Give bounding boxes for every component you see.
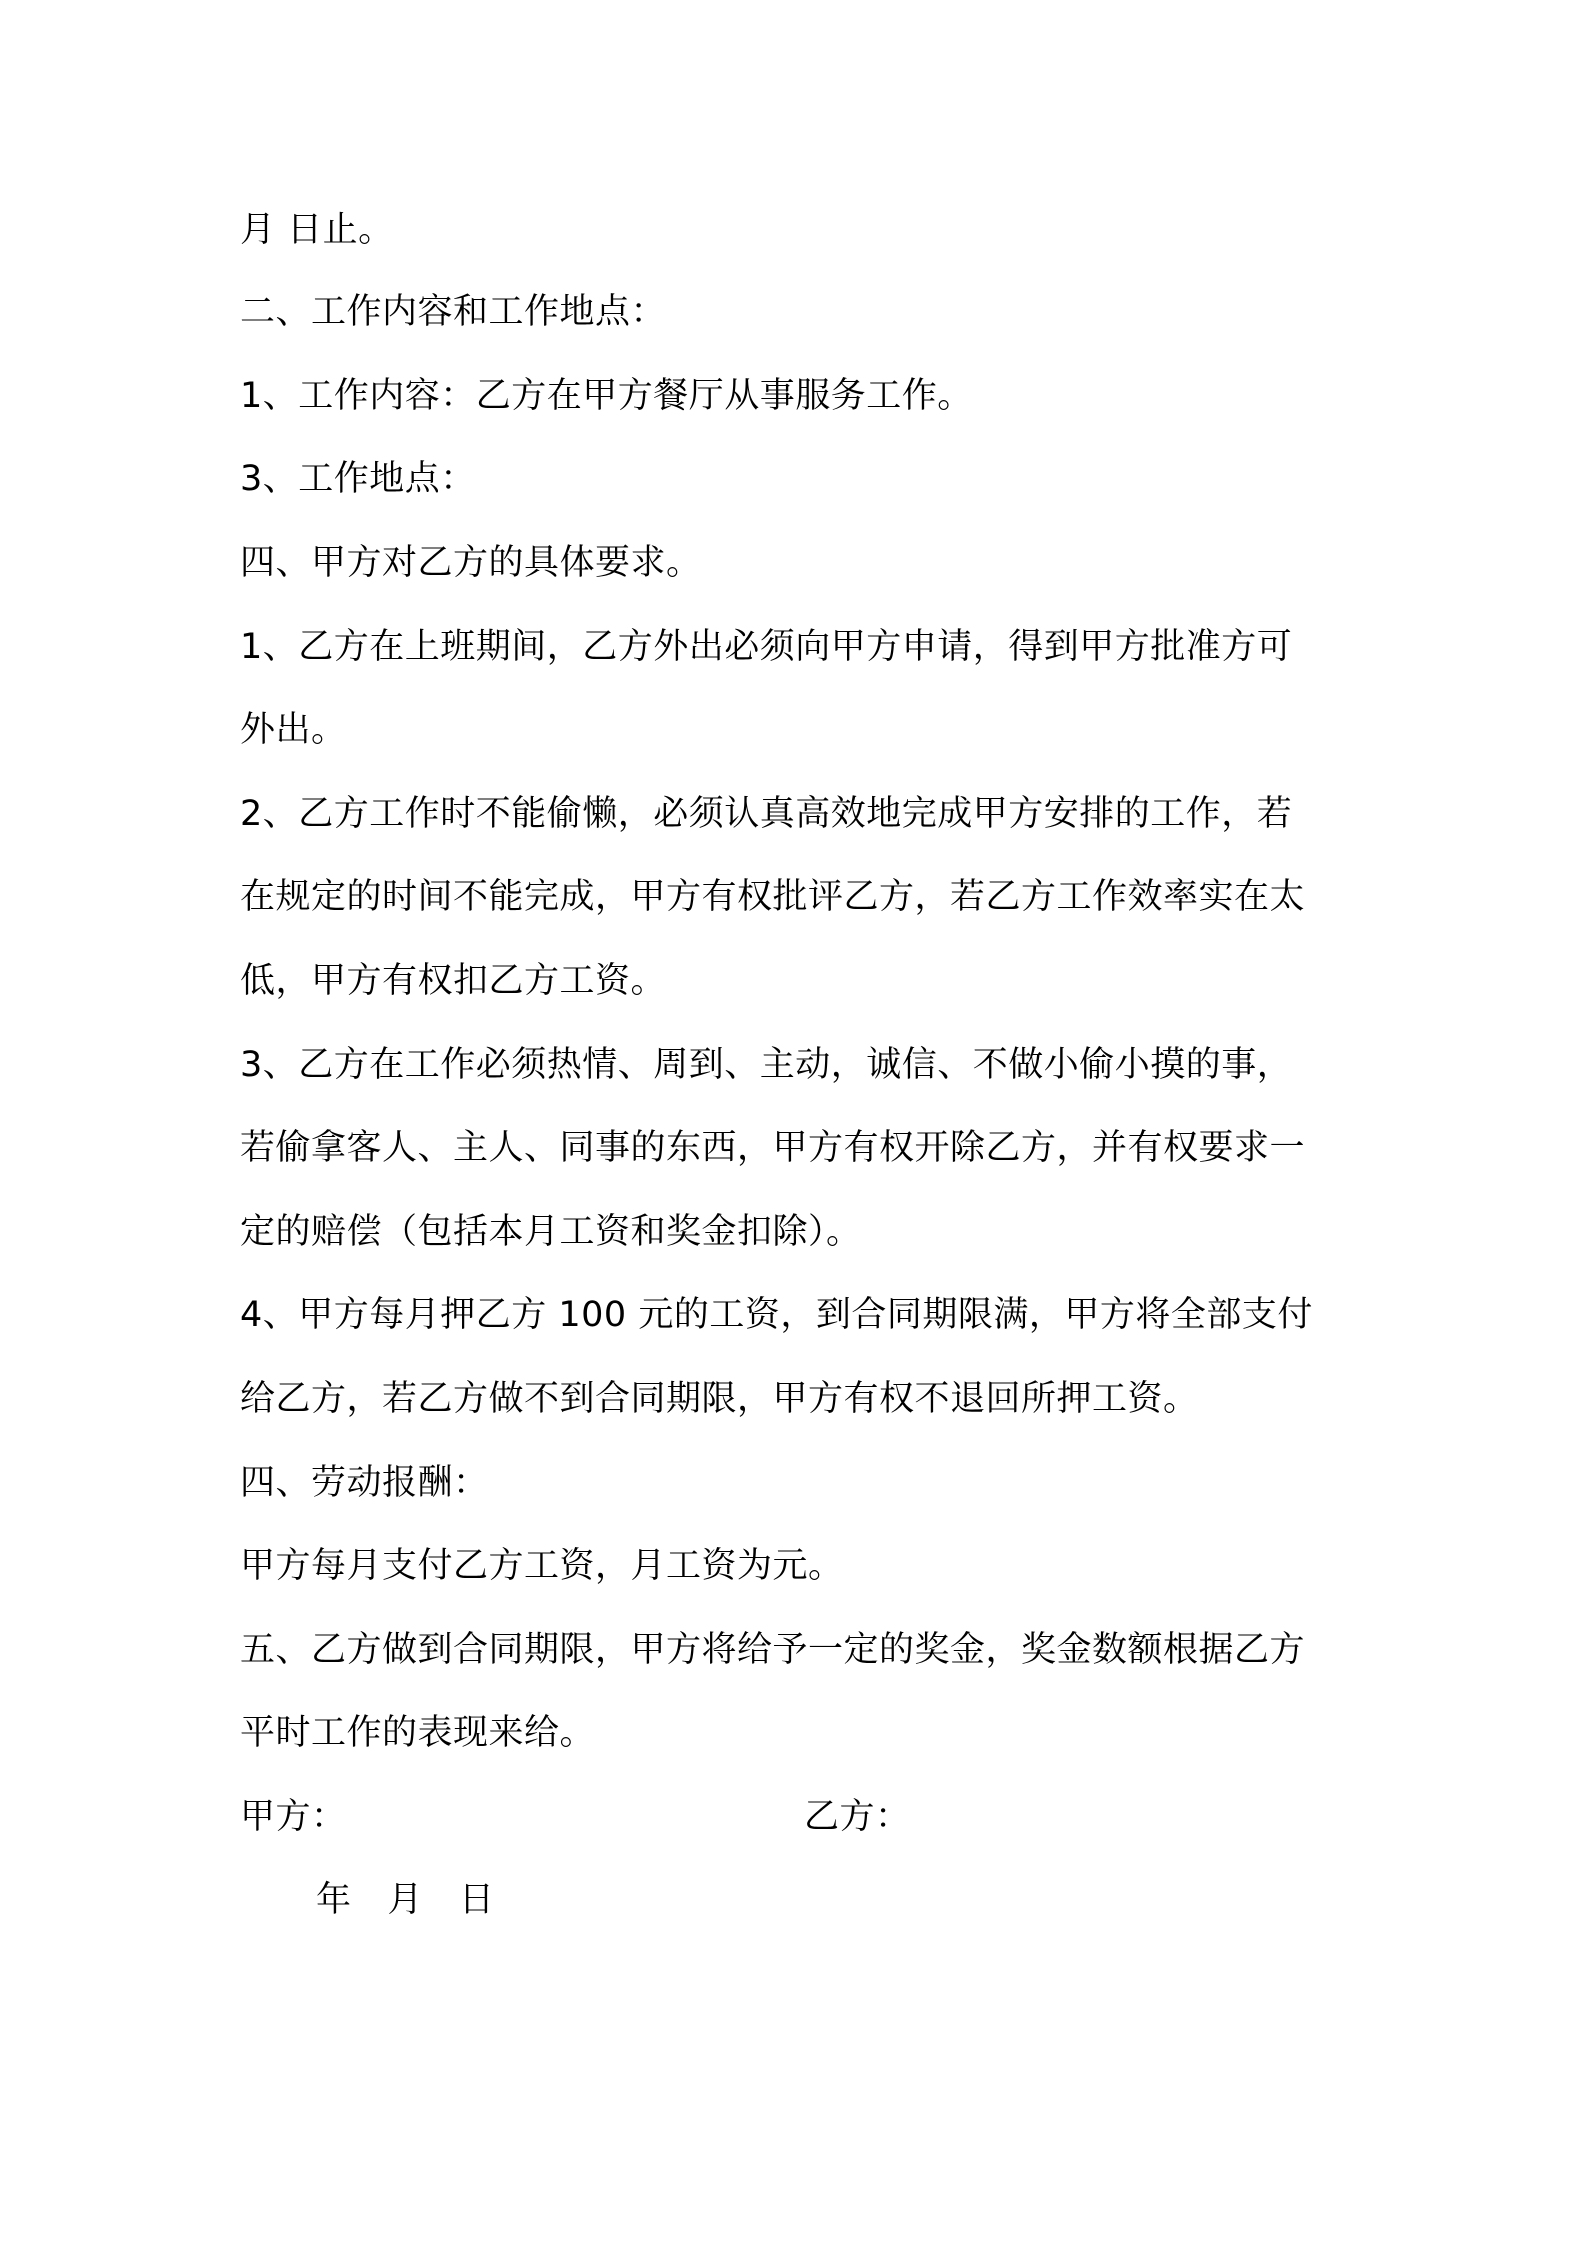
text-line: 3、乙方在工作必须热情、周到、主动，诚信、不做小偷小摸的事， bbox=[240, 1045, 1293, 1085]
text-line: 甲方每月支付乙方工资，月工资为元。 bbox=[240, 1546, 844, 1586]
text-line: 3、工作地点： bbox=[240, 459, 476, 499]
section-heading: 二、工作内容和工作地点： bbox=[240, 292, 667, 332]
text-line: 五、乙方做到合同期限，甲方将给予一定的奖金，奖金数额根据乙方 bbox=[240, 1630, 1306, 1670]
date-month-label: 月 bbox=[387, 1880, 424, 1920]
text-line: 若偷拿客人、主人、同事的东西，甲方有权开除乙方，并有权要求一 bbox=[240, 1128, 1306, 1168]
text-line: 月 日止。 bbox=[240, 210, 394, 250]
party-a-signature-label: 甲方： bbox=[240, 1797, 347, 1837]
text-line: 平时工作的表现来给。 bbox=[240, 1713, 596, 1753]
section-heading: 四、劳动报酬： bbox=[240, 1463, 489, 1503]
date-year-label: 年 bbox=[316, 1880, 352, 1920]
text-line: 低，甲方有权扣乙方工资。 bbox=[240, 961, 667, 1001]
section-heading: 四、甲方对乙方的具体要求。 bbox=[240, 543, 702, 583]
text-line: 4、甲方每月押乙方 100 元的工资，到合同期限满，甲方将全部支付 bbox=[240, 1295, 1313, 1335]
party-b-signature-label: 乙方： bbox=[804, 1797, 911, 1837]
text-line: 外出。 bbox=[240, 710, 347, 750]
signature-date bbox=[316, 1877, 495, 1923]
date-day-label: 日 bbox=[459, 1880, 495, 1920]
text-line: 1、乙方在上班期间，乙方外出必须向甲方申请，得到甲方批准方可 bbox=[240, 627, 1293, 667]
text-line: 定的赔偿（包括本月工资和奖金扣除）。 bbox=[240, 1212, 862, 1252]
text-line: 1、工作内容：乙方在甲方餐厅从事服务工作。 bbox=[240, 376, 973, 416]
text-line: 给乙方，若乙方做不到合同期限，甲方有权不退回所押工资。 bbox=[240, 1379, 1199, 1419]
text-line: 在规定的时间不能完成，甲方有权批评乙方，若乙方工作效率实在太 bbox=[240, 877, 1306, 917]
text-line: 2、乙方工作时不能偷懒，必须认真高效地完成甲方安排的工作，若 bbox=[240, 794, 1293, 834]
